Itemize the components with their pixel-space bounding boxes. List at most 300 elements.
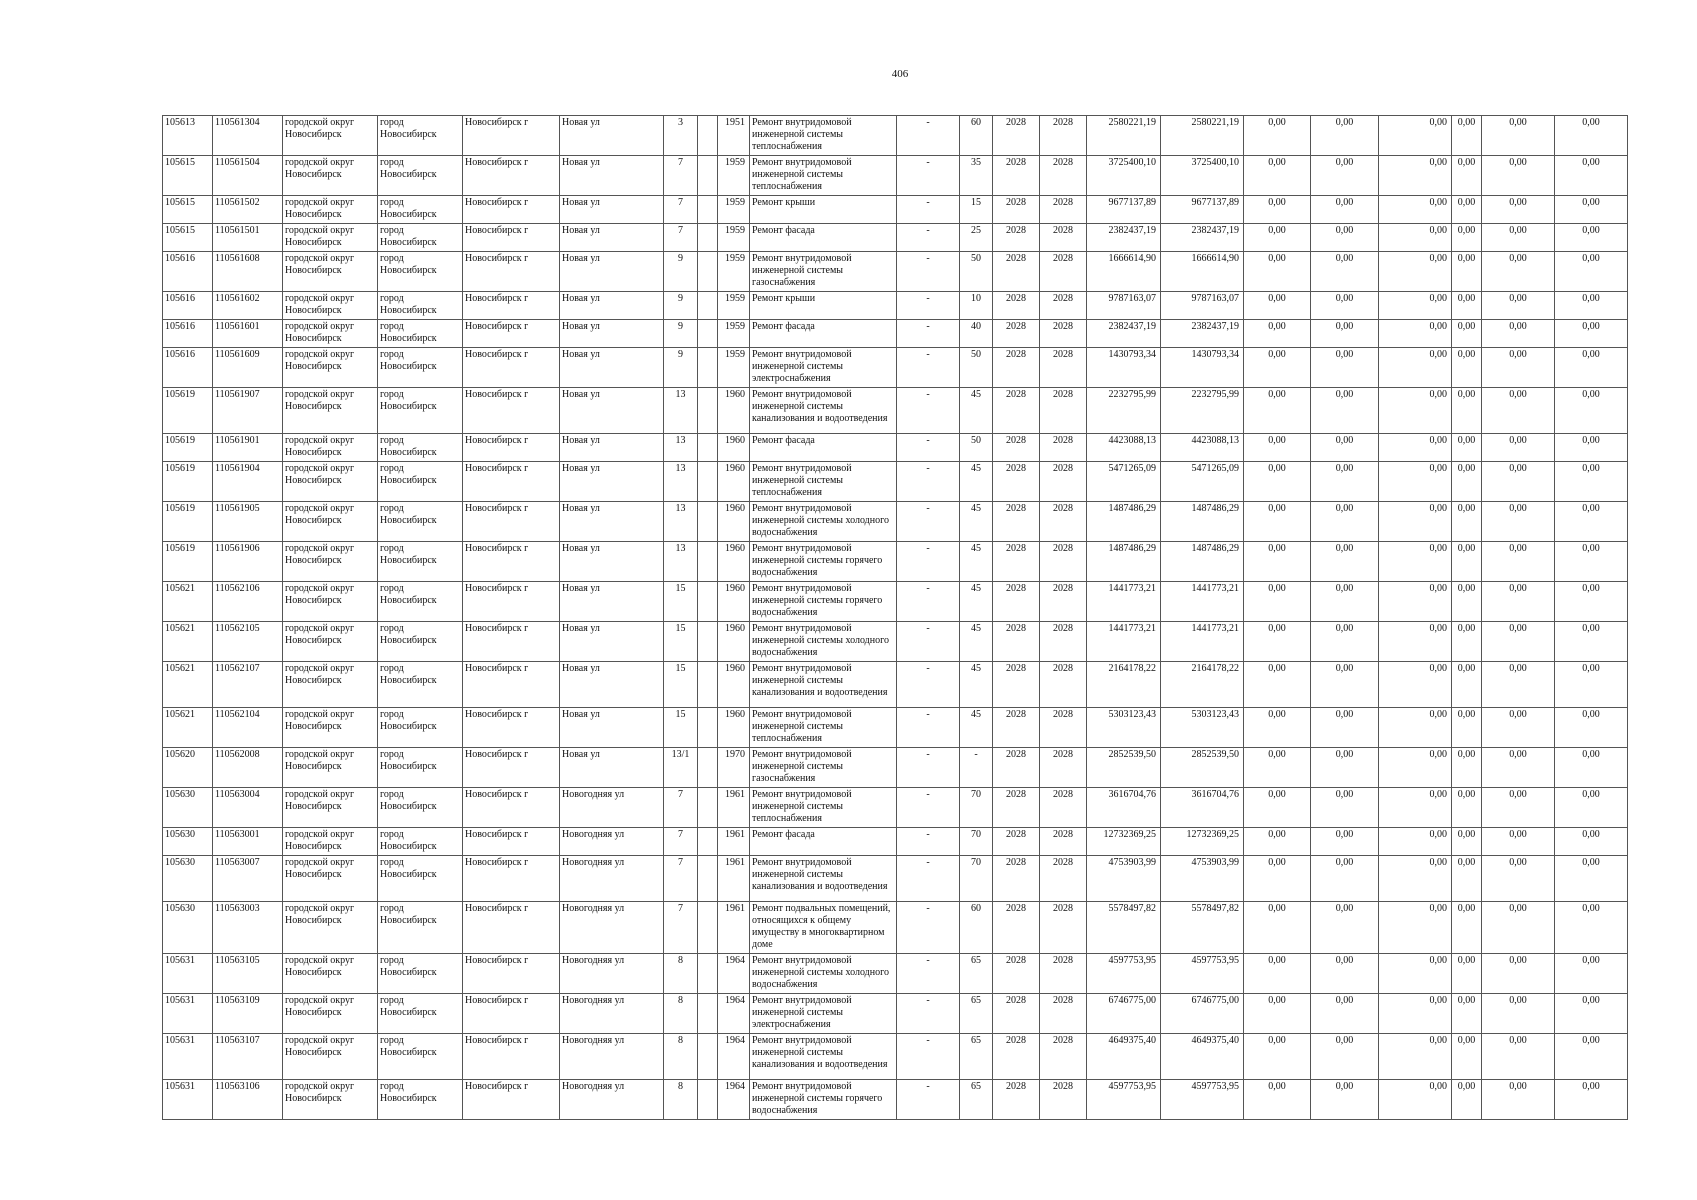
cost-col-20-cell: 0,00 (1452, 662, 1482, 708)
cost-col-22-cell: 0,00 (1555, 542, 1628, 582)
plan-year-end-cell: 2028 (1040, 662, 1087, 708)
work-type-cell: Ремонт внутридомовой инженерной системы электроснабжения (750, 994, 897, 1034)
work-id-cell: 110561304 (213, 116, 283, 156)
build-year-cell: 1959 (718, 196, 750, 224)
unit-cell: - (897, 708, 960, 748)
object-id-cell: 105616 (163, 320, 213, 348)
plan-year-end-cell: 2028 (1040, 434, 1087, 462)
work-type-cell: Ремонт внутридомовой инженерной системы горячего водоснабжения (750, 542, 897, 582)
settlement-cell: город Новосибирск (378, 156, 463, 196)
cost-col-22-cell: 0,00 (1555, 954, 1628, 994)
plan-year-start-cell: 2028 (993, 224, 1040, 252)
total-cost-cell: 2232795,99 (1087, 388, 1161, 434)
total-cost-cell: 5303123,43 (1087, 708, 1161, 748)
street-cell: Новая ул (560, 292, 664, 320)
work-type-cell: Ремонт фасада (750, 434, 897, 462)
house-letter-cell (698, 1080, 718, 1120)
cost-col-20-cell: 0,00 (1452, 708, 1482, 748)
cost-fund-cell: 1430793,34 (1161, 348, 1244, 388)
cost-col-21-cell: 0,00 (1482, 196, 1555, 224)
cost-col-18-cell: 0,00 (1311, 1034, 1379, 1080)
wear-percent-cell: 35 (960, 156, 993, 196)
cost-col-20-cell: 0,00 (1452, 788, 1482, 828)
cost-col-19-cell: 0,00 (1379, 224, 1452, 252)
unit-cell: - (897, 116, 960, 156)
work-type-cell: Ремонт подвальных помещений, относящихся к общему имуществу в многоквартирном доме (750, 902, 897, 954)
locality-cell: Новосибирск г (463, 196, 560, 224)
settlement-cell: город Новосибирск (378, 662, 463, 708)
plan-year-start-cell: 2028 (993, 462, 1040, 502)
work-type-cell: Ремонт внутридомовой инженерной системы канализования и водоотведения (750, 856, 897, 902)
plan-year-end-cell: 2028 (1040, 994, 1087, 1034)
house-number-cell: 7 (664, 196, 698, 224)
plan-year-start-cell: 2028 (993, 388, 1040, 434)
house-letter-cell (698, 954, 718, 994)
plan-year-start-cell: 2028 (993, 156, 1040, 196)
work-id-cell: 110563001 (213, 828, 283, 856)
build-year-cell: 1961 (718, 856, 750, 902)
object-id-cell: 105615 (163, 196, 213, 224)
cost-col-19-cell: 0,00 (1379, 902, 1452, 954)
locality-cell: Новосибирск г (463, 1080, 560, 1120)
plan-year-start-cell: 2028 (993, 196, 1040, 224)
build-year-cell: 1970 (718, 748, 750, 788)
table-row (163, 708, 1628, 748)
cost-col-20-cell: 0,00 (1452, 828, 1482, 856)
build-year-cell: 1960 (718, 388, 750, 434)
house-number-cell: 8 (664, 954, 698, 994)
table-row (163, 582, 1628, 622)
settlement-cell: город Новосибирск (378, 788, 463, 828)
street-cell: Новая ул (560, 196, 664, 224)
cost-col-19-cell: 0,00 (1379, 320, 1452, 348)
cost-col-22-cell: 0,00 (1555, 662, 1628, 708)
cost-col-19-cell: 0,00 (1379, 292, 1452, 320)
municipal-district-cell: городской округ Новосибирск (283, 292, 378, 320)
work-type-cell: Ремонт внутридомовой инженерной системы холодного водоснабжения (750, 622, 897, 662)
build-year-cell: 1961 (718, 788, 750, 828)
settlement-cell: город Новосибирск (378, 116, 463, 156)
plan-year-end-cell: 2028 (1040, 902, 1087, 954)
cost-col-18-cell: 0,00 (1311, 748, 1379, 788)
municipal-district-cell: городской округ Новосибирск (283, 116, 378, 156)
locality-cell: Новосибирск г (463, 434, 560, 462)
object-id-cell: 105631 (163, 1080, 213, 1120)
work-type-cell: Ремонт внутридомовой инженерной системы холодного водоснабжения (750, 502, 897, 542)
house-letter-cell (698, 748, 718, 788)
street-cell: Новая ул (560, 582, 664, 622)
cost-col-20-cell: 0,00 (1452, 224, 1482, 252)
cost-col-19-cell: 0,00 (1379, 348, 1452, 388)
object-id-cell: 105631 (163, 954, 213, 994)
build-year-cell: 1961 (718, 828, 750, 856)
cost-col-17-cell: 0,00 (1244, 582, 1311, 622)
build-year-cell: 1960 (718, 662, 750, 708)
locality-cell: Новосибирск г (463, 252, 560, 292)
object-id-cell: 105619 (163, 388, 213, 434)
cost-fund-cell: 6746775,00 (1161, 994, 1244, 1034)
wear-percent-cell: 25 (960, 224, 993, 252)
cost-col-19-cell: 0,00 (1379, 542, 1452, 582)
house-number-cell: 7 (664, 156, 698, 196)
work-id-cell: 110561901 (213, 434, 283, 462)
plan-year-start-cell: 2028 (993, 320, 1040, 348)
build-year-cell: 1964 (718, 1034, 750, 1080)
cost-col-18-cell: 0,00 (1311, 1080, 1379, 1120)
cost-col-19-cell: 0,00 (1379, 388, 1452, 434)
cost-col-20-cell: 0,00 (1452, 388, 1482, 434)
cost-col-17-cell: 0,00 (1244, 708, 1311, 748)
cost-col-21-cell: 0,00 (1482, 788, 1555, 828)
object-id-cell: 105630 (163, 856, 213, 902)
cost-fund-cell: 2382437,19 (1161, 320, 1244, 348)
plan-year-end-cell: 2028 (1040, 954, 1087, 994)
cost-col-19-cell: 0,00 (1379, 502, 1452, 542)
house-number-cell: 3 (664, 116, 698, 156)
cost-col-17-cell: 0,00 (1244, 1080, 1311, 1120)
work-type-cell: Ремонт фасада (750, 320, 897, 348)
table-row (163, 788, 1628, 828)
total-cost-cell: 1441773,21 (1087, 622, 1161, 662)
object-id-cell: 105619 (163, 462, 213, 502)
cost-col-22-cell: 0,00 (1555, 1034, 1628, 1080)
total-cost-cell: 9787163,07 (1087, 292, 1161, 320)
settlement-cell: город Новосибирск (378, 502, 463, 542)
table-row (163, 388, 1628, 434)
locality-cell: Новосибирск г (463, 622, 560, 662)
cost-col-18-cell: 0,00 (1311, 156, 1379, 196)
municipal-district-cell: городской округ Новосибирск (283, 156, 378, 196)
object-id-cell: 105630 (163, 902, 213, 954)
cost-fund-cell: 5303123,43 (1161, 708, 1244, 748)
municipal-district-cell: городской округ Новосибирск (283, 434, 378, 462)
municipal-district-cell: городской округ Новосибирск (283, 348, 378, 388)
work-type-cell: Ремонт внутридомовой инженерной системы канализования и водоотведения (750, 388, 897, 434)
unit-cell: - (897, 320, 960, 348)
capital-repair-table-container (162, 115, 1628, 1120)
plan-year-start-cell: 2028 (993, 434, 1040, 462)
wear-percent-cell: 15 (960, 196, 993, 224)
cost-col-19-cell: 0,00 (1379, 622, 1452, 662)
cost-col-21-cell: 0,00 (1482, 828, 1555, 856)
total-cost-cell: 2382437,19 (1087, 224, 1161, 252)
cost-col-21-cell: 0,00 (1482, 662, 1555, 708)
cost-col-22-cell: 0,00 (1555, 320, 1628, 348)
cost-col-21-cell: 0,00 (1482, 994, 1555, 1034)
wear-percent-cell: 70 (960, 788, 993, 828)
cost-col-20-cell: 0,00 (1452, 292, 1482, 320)
build-year-cell: 1960 (718, 708, 750, 748)
municipal-district-cell: городской округ Новосибирск (283, 954, 378, 994)
settlement-cell: город Новосибирск (378, 828, 463, 856)
object-id-cell: 105615 (163, 224, 213, 252)
settlement-cell: город Новосибирск (378, 320, 463, 348)
cost-col-18-cell: 0,00 (1311, 196, 1379, 224)
cost-col-17-cell: 0,00 (1244, 388, 1311, 434)
cost-col-21-cell: 0,00 (1482, 320, 1555, 348)
house-letter-cell (698, 156, 718, 196)
municipal-district-cell: городской округ Новосибирск (283, 708, 378, 748)
table-row (163, 156, 1628, 196)
cost-fund-cell: 4597753,95 (1161, 1080, 1244, 1120)
cost-col-20-cell: 0,00 (1452, 856, 1482, 902)
unit-cell: - (897, 662, 960, 708)
cost-col-18-cell: 0,00 (1311, 828, 1379, 856)
house-letter-cell (698, 252, 718, 292)
cost-col-22-cell: 0,00 (1555, 116, 1628, 156)
street-cell: Новая ул (560, 502, 664, 542)
municipal-district-cell: городской округ Новосибирск (283, 224, 378, 252)
cost-col-19-cell: 0,00 (1379, 1080, 1452, 1120)
work-type-cell: Ремонт внутридомовой инженерной системы канализования и водоотведения (750, 662, 897, 708)
house-number-cell: 15 (664, 582, 698, 622)
settlement-cell: город Новосибирск (378, 622, 463, 662)
work-type-cell: Ремонт фасада (750, 828, 897, 856)
table-row (163, 116, 1628, 156)
cost-col-20-cell: 0,00 (1452, 462, 1482, 502)
plan-year-start-cell: 2028 (993, 292, 1040, 320)
work-type-cell: Ремонт внутридомовой инженерной системы газоснабжения (750, 748, 897, 788)
cost-col-19-cell: 0,00 (1379, 708, 1452, 748)
cost-col-21-cell: 0,00 (1482, 462, 1555, 502)
work-id-cell: 110561501 (213, 224, 283, 252)
house-letter-cell (698, 622, 718, 662)
cost-col-22-cell: 0,00 (1555, 462, 1628, 502)
cost-col-21-cell: 0,00 (1482, 748, 1555, 788)
house-number-cell: 13 (664, 434, 698, 462)
object-id-cell: 105620 (163, 748, 213, 788)
plan-year-end-cell: 2028 (1040, 116, 1087, 156)
street-cell: Новогодняя ул (560, 788, 664, 828)
wear-percent-cell: 50 (960, 252, 993, 292)
cost-col-22-cell: 0,00 (1555, 708, 1628, 748)
unit-cell: - (897, 828, 960, 856)
cost-col-18-cell: 0,00 (1311, 320, 1379, 348)
unit-cell: - (897, 954, 960, 994)
table-row (163, 902, 1628, 954)
unit-cell: - (897, 196, 960, 224)
house-letter-cell (698, 708, 718, 748)
table-row (163, 856, 1628, 902)
plan-year-start-cell: 2028 (993, 502, 1040, 542)
cost-col-22-cell: 0,00 (1555, 788, 1628, 828)
plan-year-start-cell: 2028 (993, 954, 1040, 994)
locality-cell: Новосибирск г (463, 828, 560, 856)
build-year-cell: 1959 (718, 320, 750, 348)
cost-col-18-cell: 0,00 (1311, 348, 1379, 388)
cost-col-20-cell: 0,00 (1452, 196, 1482, 224)
plan-year-end-cell: 2028 (1040, 348, 1087, 388)
cost-col-17-cell: 0,00 (1244, 156, 1311, 196)
cost-col-17-cell: 0,00 (1244, 320, 1311, 348)
wear-percent-cell: 45 (960, 622, 993, 662)
wear-percent-cell: 60 (960, 902, 993, 954)
cost-col-17-cell: 0,00 (1244, 434, 1311, 462)
wear-percent-cell: 45 (960, 462, 993, 502)
wear-percent-cell: - (960, 748, 993, 788)
settlement-cell: город Новосибирск (378, 954, 463, 994)
cost-col-22-cell: 0,00 (1555, 196, 1628, 224)
settlement-cell: город Новосибирск (378, 462, 463, 502)
work-id-cell: 110563106 (213, 1080, 283, 1120)
object-id-cell: 105616 (163, 348, 213, 388)
municipal-district-cell: городской округ Новосибирск (283, 388, 378, 434)
cost-col-22-cell: 0,00 (1555, 748, 1628, 788)
cost-col-19-cell: 0,00 (1379, 462, 1452, 502)
object-id-cell: 105621 (163, 582, 213, 622)
work-id-cell: 110561905 (213, 502, 283, 542)
plan-year-start-cell: 2028 (993, 902, 1040, 954)
total-cost-cell: 3616704,76 (1087, 788, 1161, 828)
total-cost-cell: 4753903,99 (1087, 856, 1161, 902)
object-id-cell: 105616 (163, 292, 213, 320)
wear-percent-cell: 65 (960, 954, 993, 994)
work-type-cell: Ремонт внутридомовой инженерной системы канализования и водоотведения (750, 1034, 897, 1080)
build-year-cell: 1959 (718, 156, 750, 196)
total-cost-cell: 2382437,19 (1087, 320, 1161, 348)
cost-col-19-cell: 0,00 (1379, 856, 1452, 902)
cost-col-21-cell: 0,00 (1482, 116, 1555, 156)
cost-col-21-cell: 0,00 (1482, 502, 1555, 542)
cost-col-22-cell: 0,00 (1555, 224, 1628, 252)
unit-cell: - (897, 348, 960, 388)
plan-year-end-cell: 2028 (1040, 708, 1087, 748)
build-year-cell: 1961 (718, 902, 750, 954)
street-cell: Новая ул (560, 462, 664, 502)
work-id-cell: 110562105 (213, 622, 283, 662)
cost-col-17-cell: 0,00 (1244, 828, 1311, 856)
work-type-cell: Ремонт внутридомовой инженерной системы теплоснабжения (750, 462, 897, 502)
cost-col-17-cell: 0,00 (1244, 116, 1311, 156)
plan-year-end-cell: 2028 (1040, 320, 1087, 348)
object-id-cell: 105616 (163, 252, 213, 292)
cost-col-18-cell: 0,00 (1311, 388, 1379, 434)
house-number-cell: 13 (664, 502, 698, 542)
unit-cell: - (897, 856, 960, 902)
settlement-cell: город Новосибирск (378, 348, 463, 388)
street-cell: Новая ул (560, 320, 664, 348)
plan-year-end-cell: 2028 (1040, 196, 1087, 224)
house-letter-cell (698, 502, 718, 542)
plan-year-end-cell: 2028 (1040, 224, 1087, 252)
house-number-cell: 7 (664, 856, 698, 902)
locality-cell: Новосибирск г (463, 954, 560, 994)
work-type-cell: Ремонт внутридомовой инженерной системы электроснабжения (750, 348, 897, 388)
house-number-cell: 9 (664, 348, 698, 388)
house-letter-cell (698, 542, 718, 582)
total-cost-cell: 2852539,50 (1087, 748, 1161, 788)
work-type-cell: Ремонт внутридомовой инженерной системы холодного водоснабжения (750, 954, 897, 994)
street-cell: Новая ул (560, 708, 664, 748)
work-type-cell: Ремонт фасада (750, 224, 897, 252)
cost-col-21-cell: 0,00 (1482, 156, 1555, 196)
cost-col-17-cell: 0,00 (1244, 462, 1311, 502)
object-id-cell: 105621 (163, 662, 213, 708)
build-year-cell: 1964 (718, 954, 750, 994)
cost-fund-cell: 1441773,21 (1161, 622, 1244, 662)
object-id-cell: 105619 (163, 502, 213, 542)
cost-fund-cell: 1666614,90 (1161, 252, 1244, 292)
cost-fund-cell: 12732369,25 (1161, 828, 1244, 856)
cost-col-22-cell: 0,00 (1555, 348, 1628, 388)
cost-col-19-cell: 0,00 (1379, 252, 1452, 292)
object-id-cell: 105621 (163, 622, 213, 662)
street-cell: Новая ул (560, 748, 664, 788)
build-year-cell: 1960 (718, 462, 750, 502)
wear-percent-cell: 45 (960, 708, 993, 748)
table-row (163, 828, 1628, 856)
municipal-district-cell: городской округ Новосибирск (283, 252, 378, 292)
house-letter-cell (698, 320, 718, 348)
settlement-cell: город Новосибирск (378, 1080, 463, 1120)
plan-year-start-cell: 2028 (993, 542, 1040, 582)
cost-col-20-cell: 0,00 (1452, 434, 1482, 462)
cost-col-18-cell: 0,00 (1311, 582, 1379, 622)
unit-cell: - (897, 388, 960, 434)
table-row (163, 954, 1628, 994)
plan-year-end-cell: 2028 (1040, 542, 1087, 582)
table-row (163, 662, 1628, 708)
wear-percent-cell: 45 (960, 662, 993, 708)
table-row (163, 224, 1628, 252)
settlement-cell: город Новосибирск (378, 582, 463, 622)
object-id-cell: 105619 (163, 434, 213, 462)
build-year-cell: 1960 (718, 622, 750, 662)
cost-col-18-cell: 0,00 (1311, 252, 1379, 292)
cost-col-19-cell: 0,00 (1379, 788, 1452, 828)
work-id-cell: 110562107 (213, 662, 283, 708)
work-id-cell: 110562008 (213, 748, 283, 788)
settlement-cell: город Новосибирск (378, 708, 463, 748)
cost-col-18-cell: 0,00 (1311, 292, 1379, 320)
house-letter-cell (698, 1034, 718, 1080)
municipal-district-cell: городской округ Новосибирск (283, 582, 378, 622)
cost-col-22-cell: 0,00 (1555, 292, 1628, 320)
cost-col-21-cell: 0,00 (1482, 292, 1555, 320)
cost-col-17-cell: 0,00 (1244, 954, 1311, 994)
cost-col-20-cell: 0,00 (1452, 994, 1482, 1034)
house-letter-cell (698, 388, 718, 434)
cost-col-22-cell: 0,00 (1555, 156, 1628, 196)
cost-col-19-cell: 0,00 (1379, 116, 1452, 156)
municipal-district-cell: городской округ Новосибирск (283, 1034, 378, 1080)
unit-cell: - (897, 434, 960, 462)
work-type-cell: Ремонт внутридомовой инженерной системы теплоснабжения (750, 116, 897, 156)
work-id-cell: 110563004 (213, 788, 283, 828)
cost-fund-cell: 2164178,22 (1161, 662, 1244, 708)
total-cost-cell: 5578497,82 (1087, 902, 1161, 954)
unit-cell: - (897, 994, 960, 1034)
cost-col-20-cell: 0,00 (1452, 252, 1482, 292)
locality-cell: Новосибирск г (463, 994, 560, 1034)
table-row (163, 1034, 1628, 1080)
wear-percent-cell: 65 (960, 1034, 993, 1080)
work-type-cell: Ремонт внутридомовой инженерной системы теплоснабжения (750, 708, 897, 748)
street-cell: Новогодняя ул (560, 1080, 664, 1120)
cost-fund-cell: 3725400,10 (1161, 156, 1244, 196)
street-cell: Новогодняя ул (560, 856, 664, 902)
plan-year-end-cell: 2028 (1040, 748, 1087, 788)
locality-cell: Новосибирск г (463, 156, 560, 196)
locality-cell: Новосибирск г (463, 462, 560, 502)
cost-col-18-cell: 0,00 (1311, 994, 1379, 1034)
unit-cell: - (897, 902, 960, 954)
settlement-cell: город Новосибирск (378, 748, 463, 788)
build-year-cell: 1959 (718, 292, 750, 320)
plan-year-end-cell: 2028 (1040, 462, 1087, 502)
plan-year-start-cell: 2028 (993, 828, 1040, 856)
total-cost-cell: 12732369,25 (1087, 828, 1161, 856)
